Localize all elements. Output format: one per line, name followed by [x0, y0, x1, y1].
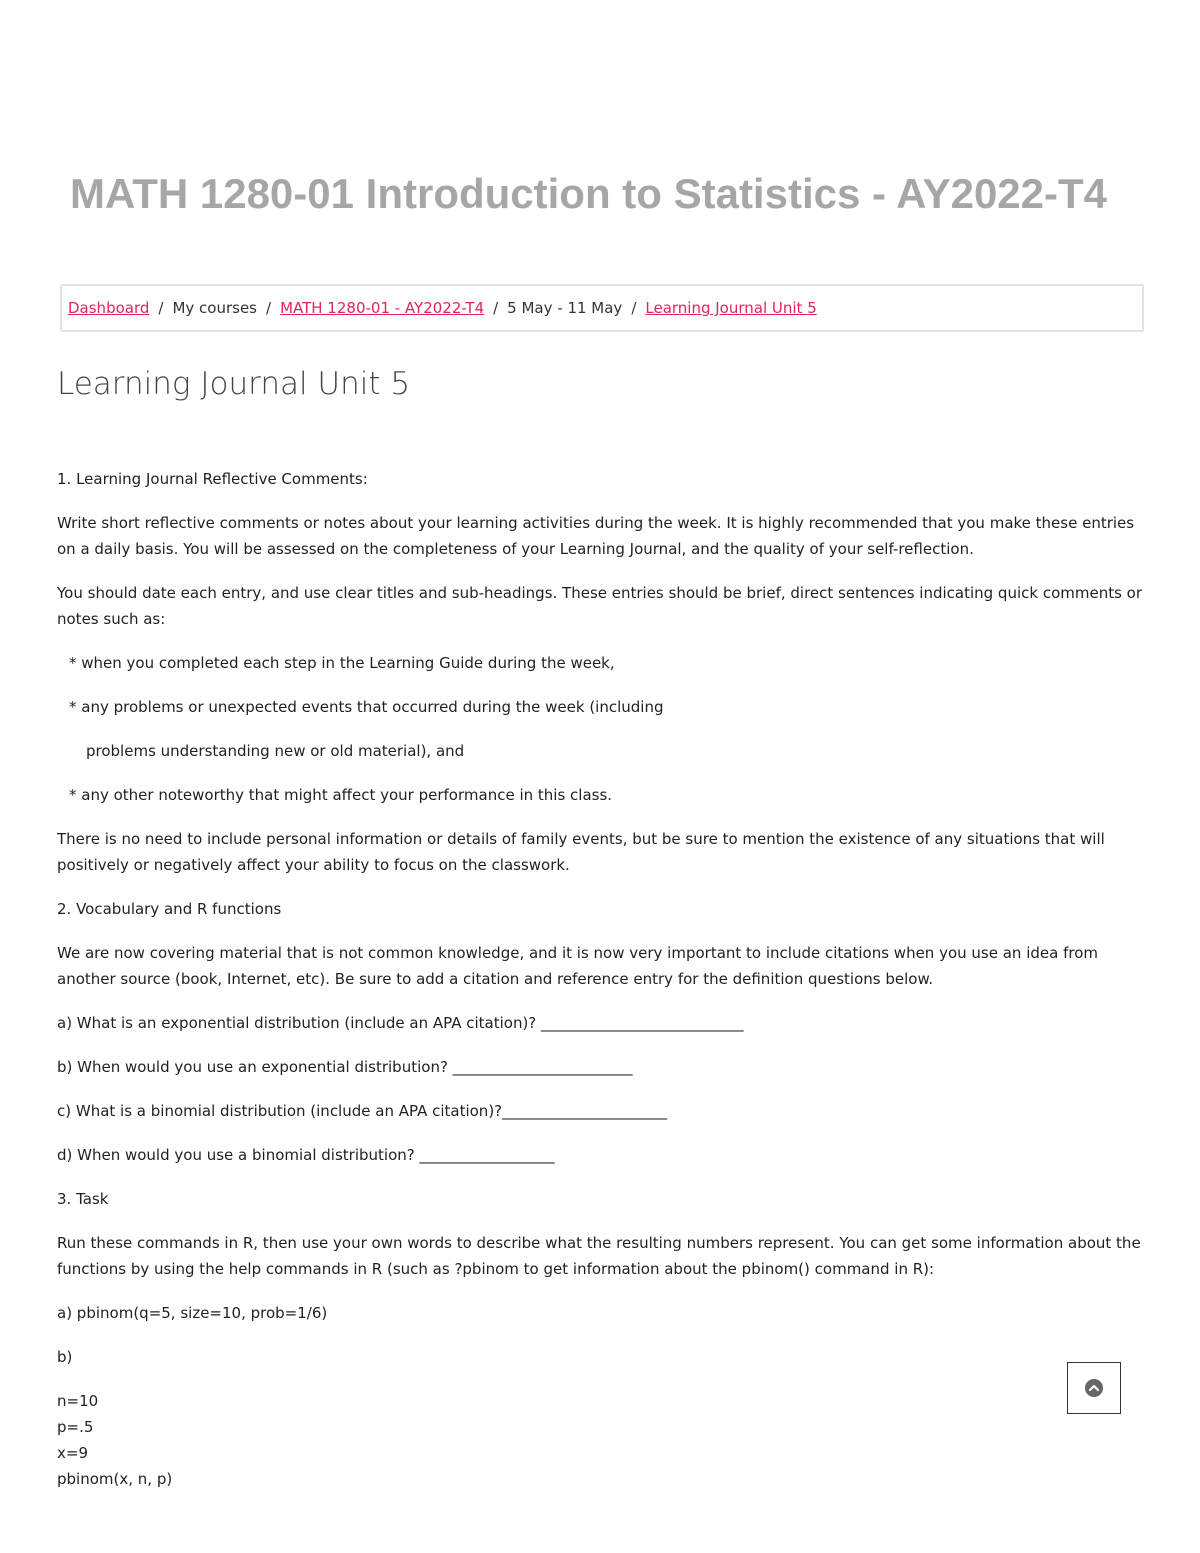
code-line: p=.5 — [57, 1418, 94, 1436]
page-heading: Learning Journal Unit 5 — [57, 366, 411, 402]
task-b: b) — [57, 1348, 73, 1366]
breadcrumb-item-week: 5 May - 11 May — [507, 299, 623, 317]
paragraph-task-intro: Run these commands in R, then use your own words to describe what the resulting numbers represent. You can get some information about the functions by using the help commands in R (such as ?pbinom to get information about the pbinom() command in R): — [57, 1234, 1141, 1278]
list-item-continuation: problems understanding new or old material), and — [86, 742, 465, 760]
breadcrumb-separator: / — [631, 299, 637, 317]
section-title-vocabulary: 2. Vocabulary and R functions — [57, 900, 282, 918]
breadcrumb-link-course[interactable]: MATH 1280-01 - AY2022-T4 — [280, 299, 485, 317]
paragraph-entry-guidance: You should date each entry, and use clear titles and sub-headings. These entries should be brief, direct sentences indicating quick comments or notes such as: — [57, 584, 1143, 628]
chevron-up-circle-icon — [1084, 1378, 1104, 1398]
breadcrumb-item-my-courses: My courses — [172, 299, 257, 317]
task-a: a) pbinom(q=5, size=10, prob=1/6) — [57, 1304, 328, 1322]
breadcrumb — [60, 284, 1144, 332]
breadcrumb-separator: / — [266, 299, 272, 317]
r-code-block — [57, 1388, 1147, 1492]
question-b: b) When would you use an exponential distribution? ________________________ — [57, 1058, 633, 1076]
breadcrumb-link-journal[interactable]: Learning Journal Unit 5 — [645, 299, 817, 317]
section-title-task: 3. Task — [57, 1190, 109, 1208]
paragraph-citations: We are now covering material that is not common knowledge, and it is now very important to include citations when you use an idea from another source (book, Internet, etc). Be sure to add a citation and reference entry for the definition questions below. — [57, 944, 1098, 988]
scroll-to-top-button[interactable] — [1067, 1362, 1121, 1414]
question-d: d) When would you use a binomial distribution? __________________ — [57, 1146, 555, 1164]
breadcrumb-separator: / — [158, 299, 164, 317]
breadcrumb-link-dashboard[interactable]: Dashboard — [68, 299, 150, 317]
code-line: pbinom(x, n, p) — [57, 1470, 173, 1488]
section-title-reflective-comments: 1. Learning Journal Reflective Comments: — [57, 470, 368, 488]
code-line: n=10 — [57, 1392, 99, 1410]
question-a: a) What is an exponential distribution (include an APA citation)? ___________________________ — [57, 1014, 744, 1032]
course-title: MATH 1280-01 Introduction to Statistics - AY2022-T4 — [70, 170, 1108, 217]
list-item: * any problems or unexpected events that occurred during the week (including — [69, 698, 664, 716]
paragraph-reflective-intro: Write short reflective comments or notes about your learning activities during the week. It is highly recommended that you make these entries on a daily basis. You will be assessed on the completeness of your Learning Journal, and the quality of your self-reflection. — [57, 514, 1135, 558]
list-item: * when you completed each step in the Learning Guide during the week, — [69, 654, 615, 672]
journal-instructions — [57, 466, 1147, 1492]
breadcrumb-separator: / — [493, 299, 499, 317]
code-line: x=9 — [57, 1444, 88, 1462]
list-item: * any other noteworthy that might affect your performance in this class. — [69, 786, 613, 804]
question-c: c) What is a binomial distribution (include an APA citation)?______________________ — [57, 1102, 668, 1120]
paragraph-personal-info: There is no need to include personal information or details of family events, but be sure to mention the existence of any situations that will positively or negatively affect your ability to focus on the classwork. — [57, 830, 1105, 874]
